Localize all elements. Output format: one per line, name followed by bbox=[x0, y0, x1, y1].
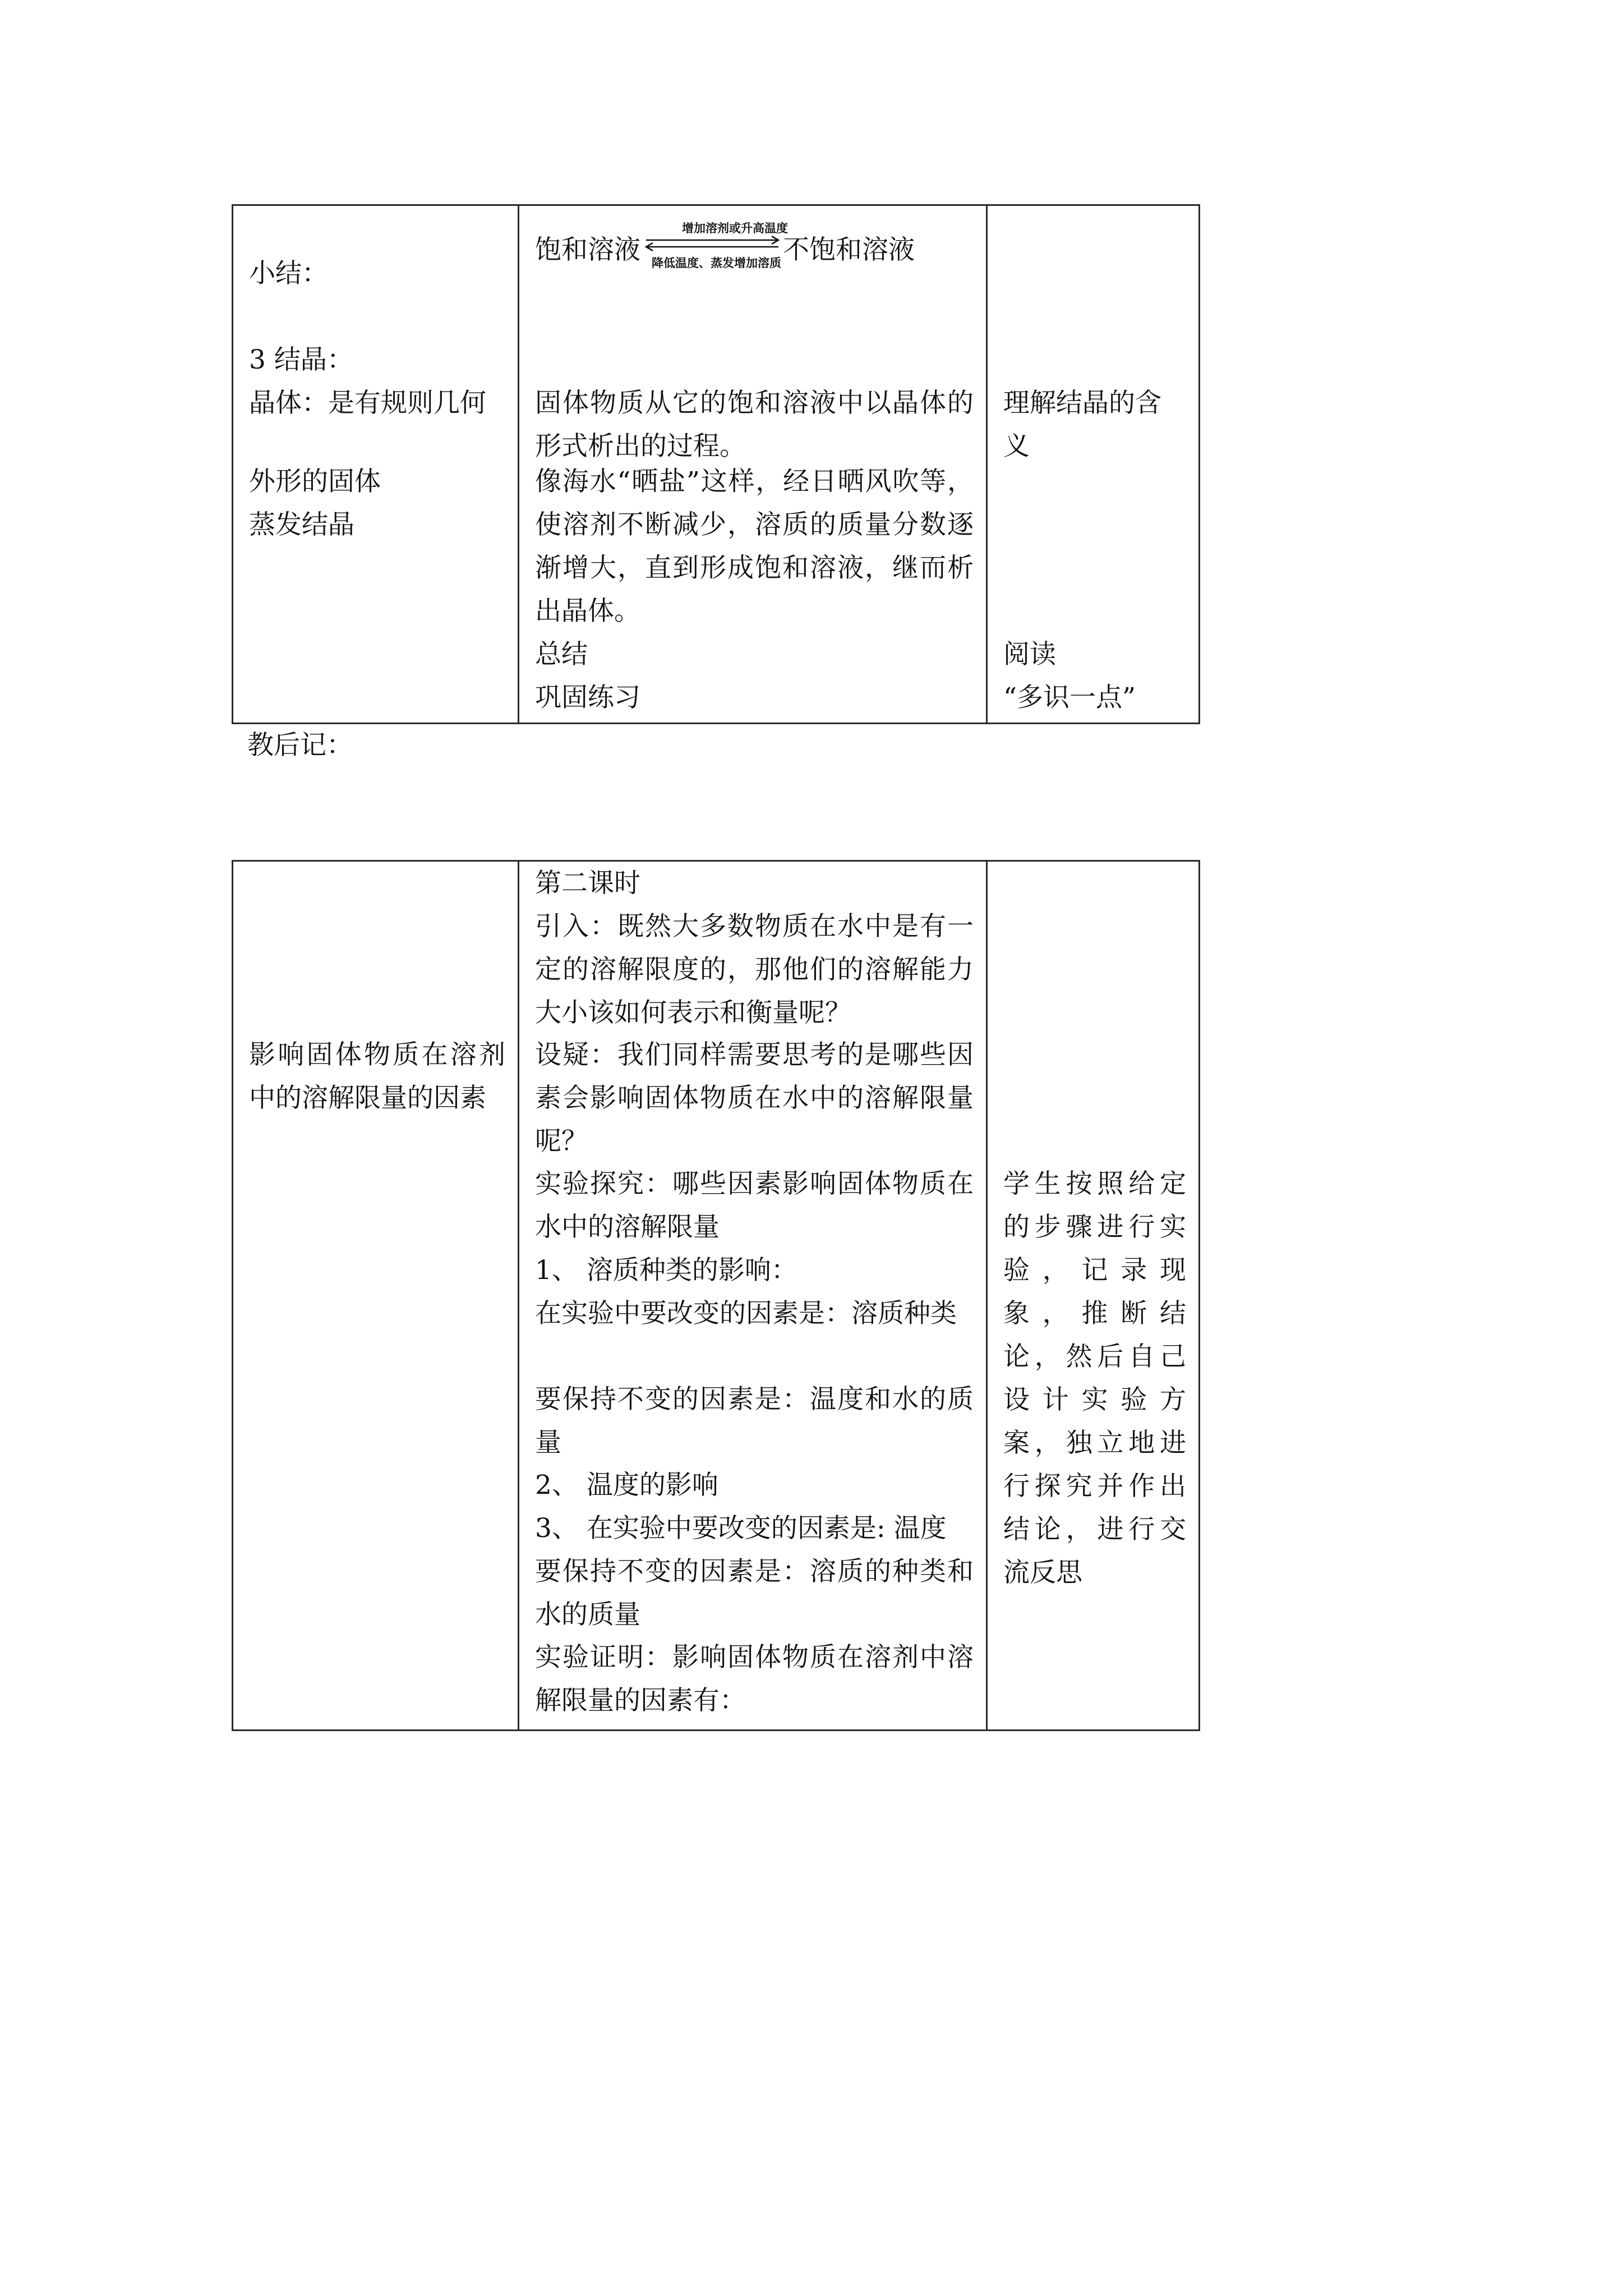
read-label: 阅读 bbox=[1003, 639, 1056, 670]
read-more-label: “多识一点” bbox=[1003, 682, 1136, 713]
practice-step: 巩固练习 bbox=[535, 682, 640, 713]
table1-col3-cell bbox=[987, 205, 1200, 724]
second-lesson-heading: 第二课时 bbox=[535, 868, 640, 899]
lesson-intro: 引入：既然大多数物质在水中是有一定的溶解限度的，那他们的溶解能力大小该如何表示和衡量呢？ bbox=[535, 911, 974, 1028]
understand-crystallization: 理解结晶的含义 bbox=[1003, 388, 1161, 462]
table1-col1-cell bbox=[233, 205, 519, 724]
lesson-table-solubility-factors bbox=[232, 860, 1200, 1731]
crystal-definition-line2: 外形的固体 bbox=[249, 466, 381, 497]
table2-col3-cell bbox=[987, 861, 1200, 1731]
factor-item-1-keep: 要保持不变的因素是：温度和水的质量 bbox=[535, 1384, 974, 1458]
crystallization-definition: 固体物质从它的饱和溶液中以晶体的形式析出的过程。 bbox=[535, 388, 974, 462]
student-activity: 学生按照给定的步骤进行实验，记录现象，推断结论，然后自己设计实验方案，独立地进行探究并作出结论，进行交流反思 bbox=[1003, 1168, 1186, 1588]
lesson-table-crystallization bbox=[232, 204, 1200, 724]
saturated-solution-label: 饱和溶液 bbox=[535, 234, 640, 265]
experiment-proof: 实验证明：影响固体物质在溶剂中溶解限量的因素有： bbox=[535, 1642, 974, 1716]
factor-item-3: 3、 在实验中要改变的因素是: 温度 bbox=[535, 1513, 947, 1544]
crystal-heading: 3 结晶： bbox=[249, 344, 353, 375]
factor-item-1: 1、 溶质种类的影响： bbox=[535, 1255, 797, 1286]
sea-salt-example: 像海水“晒盐”这样，经日晒风吹等，使溶剂不断减少，溶质的质量分数逐渐增大，直到形成饱和溶液，继而析出晶体。 bbox=[535, 466, 974, 627]
experiment-inquiry: 实验探究：哪些因素影响固体物质在水中的溶解限量 bbox=[535, 1168, 974, 1243]
factor-item-3-keep: 要保持不变的因素是：溶质的种类和水的质量 bbox=[535, 1556, 974, 1630]
arrow-top-label: 增加溶剂或升高温度 bbox=[682, 221, 788, 235]
summary-step: 总结 bbox=[535, 639, 588, 670]
reversible-arrow-icon bbox=[644, 235, 781, 252]
table2-col2-cell bbox=[519, 861, 987, 1731]
factor-item-2: 2、 温度的影响 bbox=[535, 1470, 718, 1501]
factor-item-1-change: 在实验中要改变的因素是：溶质种类 bbox=[535, 1298, 957, 1329]
lesson-question: 设疑：我们同样需要思考的是哪些因素会影响固体物质在水中的溶解限量呢？ bbox=[535, 1039, 974, 1157]
after-class-note: 教后记： bbox=[247, 730, 353, 761]
table1-col2-cell bbox=[519, 205, 987, 724]
table2-col1-cell bbox=[233, 861, 519, 1731]
crystal-definition-line1: 晶体：是有规则几何 bbox=[249, 388, 486, 418]
unsaturated-solution-label: 不饱和溶液 bbox=[783, 234, 915, 265]
solubility-factors-topic: 影响固体物质在溶剂中的溶解限量的因素 bbox=[249, 1039, 505, 1114]
summary-label: 小结： bbox=[249, 258, 328, 289]
evaporation-crystallization: 蒸发结晶 bbox=[249, 509, 354, 540]
arrow-bottom-label: 降低温度、蒸发增加溶质 bbox=[652, 256, 781, 270]
